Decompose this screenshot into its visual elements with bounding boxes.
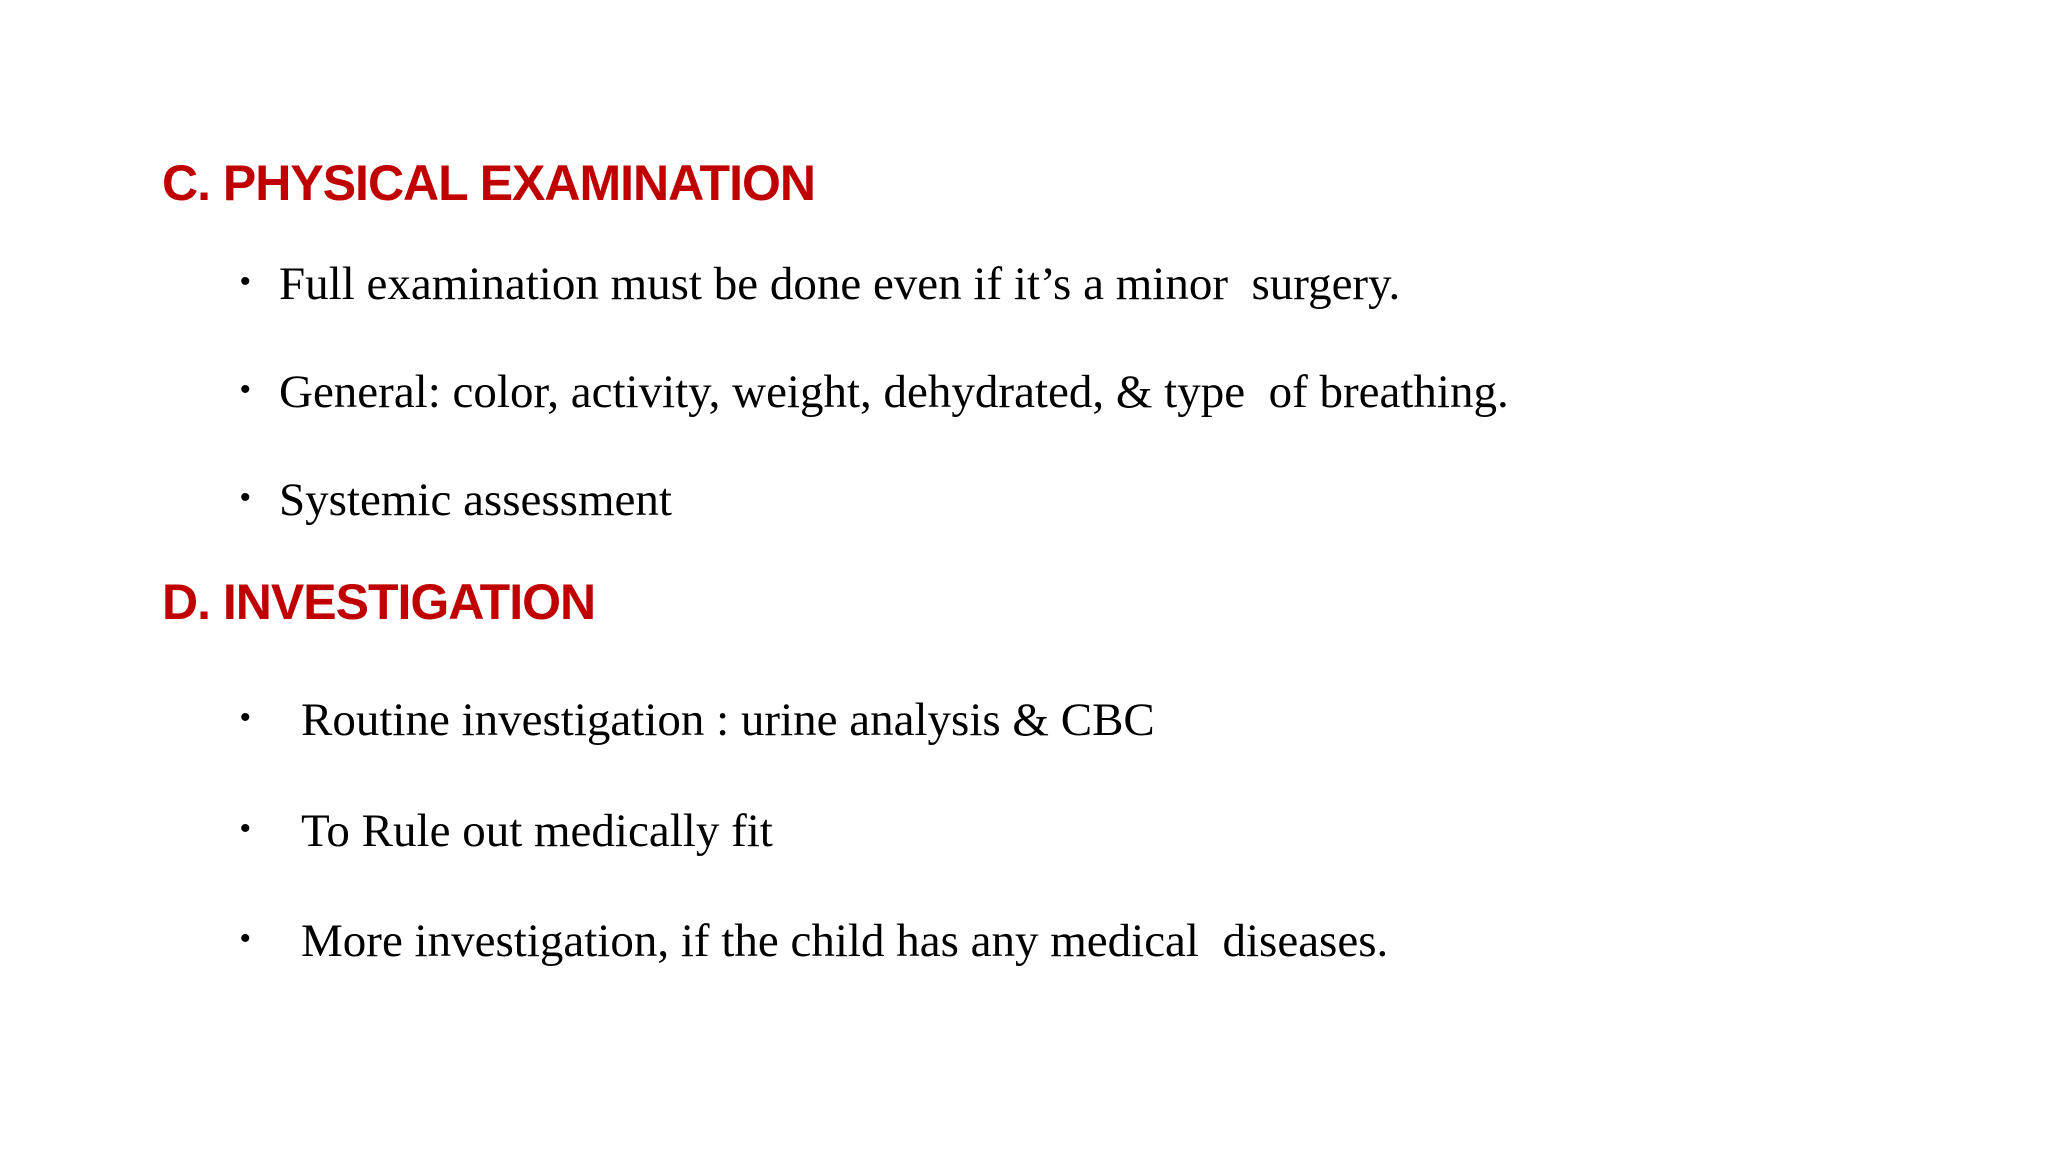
bullet-icon: • — [240, 373, 251, 406]
list-item-text: More investigation, if the child has any medical diseases. — [301, 915, 1389, 967]
section-heading-investigation: D. INVESTIGATION — [162, 574, 596, 630]
list-item-text: Routine investigation : urine analysis & CBC — [301, 694, 1155, 746]
bullet-icon: • — [240, 701, 251, 734]
list-item — [240, 915, 1389, 1106]
bullet-icon: • — [240, 265, 251, 298]
bullet-icon: • — [240, 812, 251, 845]
bullet-icon: • — [240, 922, 251, 955]
list-item-text: Systemic assessment — [279, 474, 672, 526]
list-item-text: General: color, activity, weight, dehydrated, & type of breathing. — [279, 366, 1509, 418]
list-item-text: To Rule out medically fit — [301, 805, 773, 857]
section-heading-physical-examination: C. PHYSICAL EXAMINATION — [162, 155, 815, 211]
bullet-icon: • — [240, 481, 251, 514]
list-item-text: Full examination must be done even if it’s a minor surgery. — [279, 258, 1401, 310]
